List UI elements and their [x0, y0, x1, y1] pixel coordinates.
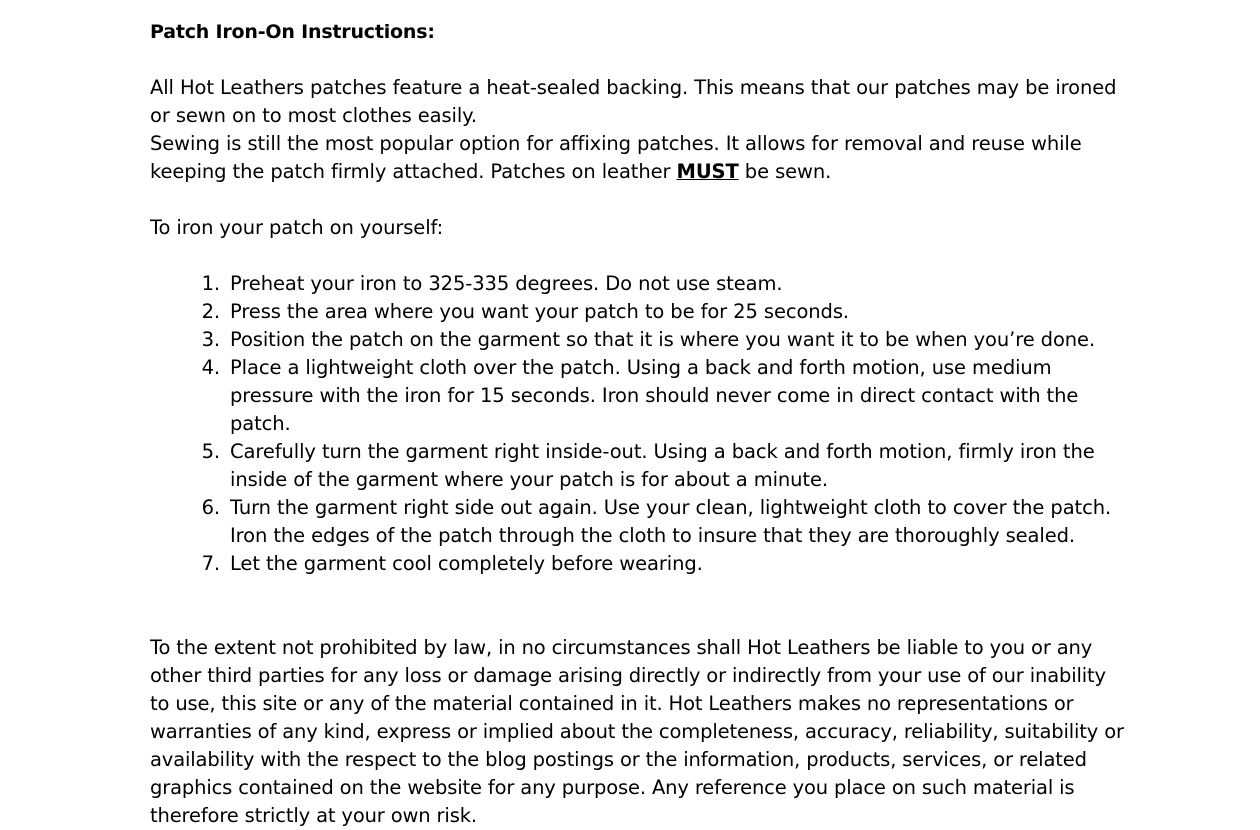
list-item: Let the garment cool completely before wearing.	[230, 552, 703, 575]
list-item: Position the patch on the garment so that it is where you want it to be when you’re done.	[230, 328, 1096, 351]
list-item: Turn the garment right side out again. Use your clean, lightweight cloth to cover the patch. Iron the edges of the patch through the cloth to insure that they are thoroughly sealed.	[230, 496, 1112, 547]
instruction-steps-list	[150, 270, 1124, 578]
page-title: Patch Iron-On Instructions:	[150, 21, 435, 43]
spacer	[150, 578, 1124, 634]
intro-paragraph-2-tail: be sewn.	[738, 160, 832, 183]
list-item: Press the area where you want your patch to be for 25 seconds.	[230, 300, 849, 323]
spacer	[150, 186, 1124, 214]
steps-heading: To iron your patch on yourself:	[150, 216, 444, 239]
intro-paragraph-1: All Hot Leathers patches feature a heat-sealed backing. This means that our patches may be ironed or sewn on to most clothes easily.	[150, 76, 1117, 127]
must-emphasis: MUST	[676, 160, 739, 183]
list-item: Carefully turn the garment right inside-out. Using a back and forth motion, firmly iron the inside of the garment where your patch is for about a minute.	[230, 440, 1095, 491]
spacer	[150, 46, 1124, 74]
disclaimer-paragraph: To the extent not prohibited by law, in no circumstances shall Hot Leathers be liable to you or any other third parties for any loss or damage arising directly or indirectly from your use of our inability to use, this site or any of the material contained in it. Hot Leathers makes no representations or warranties of any kind, express or implied about the completeness, accuracy, reliability, suitability or availability with the respect to the blog postings or the information, products, services, or related graphics contained on the website for any purpose. Any reference you place on such material is therefore strictly at your own risk.	[150, 636, 1124, 827]
list-item: Place a lightweight cloth over the patch. Using a back and forth motion, use medium pressure with the iron for 15 seconds. Iron should never come in direct contact with the patch.	[230, 356, 1079, 435]
list-item: Preheat your iron to 325-335 degrees. Do not use steam.	[230, 272, 783, 295]
spacer	[150, 242, 1124, 270]
intro-paragraph-2-text: Sewing is still the most popular option for affixing patches. It allows for removal and reuse while keeping the patch firmly attached. Patches on leather	[150, 132, 1082, 183]
intro-paragraph-2	[150, 130, 1124, 186]
